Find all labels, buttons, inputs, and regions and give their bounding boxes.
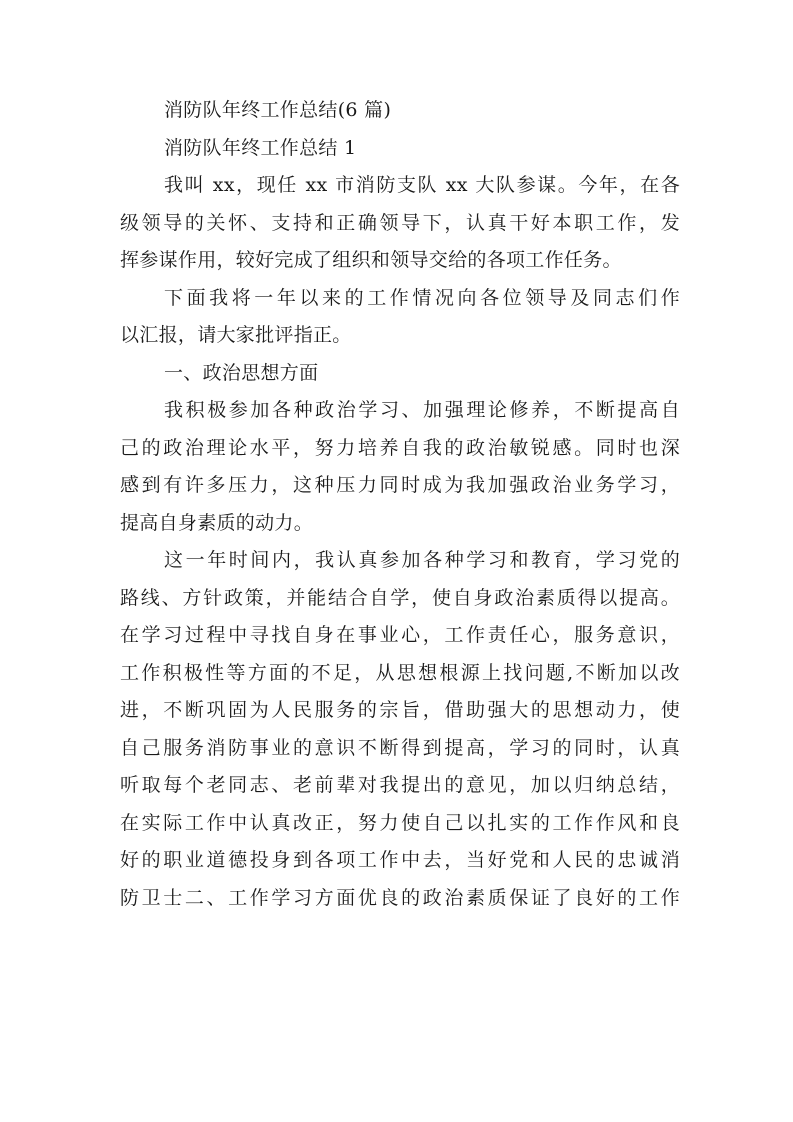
paragraph-line: 我积极参加各种政治学习、加强理论修养，不断提高自 <box>164 399 680 421</box>
paragraph-line: 路线、方针政策，并能结合自学，使自身政治素质得以提高。 <box>120 586 680 609</box>
paragraph-line: 好的职业道德投身到各项工作中去，当好党和人民的忠诚消 <box>120 849 680 871</box>
paragraph-line: 我叫 xx，现任 xx 市消防支队 xx 大队参谋。今年，在各 <box>164 174 680 196</box>
paragraph-line: 在实际工作中认真改正，努力使自己以扎实的工作作风和良 <box>120 811 680 834</box>
paragraph-line: 以汇报，请大家批评指正。 <box>120 324 352 346</box>
paragraph-line: 工作积极性等方面的不足，从思想根源上找问题,不断加以改 <box>120 661 680 684</box>
paragraph-line: 听取每个老同志、老前辈对我提出的意见，加以归纳总结， <box>120 774 680 796</box>
paragraph-line: 自己服务消防事业的意识不断得到提高，学习的同时，认真 <box>120 736 680 759</box>
paragraph-line: 挥参谋作用，较好完成了组织和领导交给的各项工作任务。 <box>120 249 622 271</box>
section-heading: 一、政治思想方面 <box>164 361 319 384</box>
document-subtitle: 消防队年终工作总结 1 <box>164 136 357 159</box>
paragraph-line: 这一年时间内，我认真参加各种学习和教育，学习党的 <box>164 549 680 571</box>
paragraph-line: 下面我将一年以来的工作情况向各位领导及同志们作 <box>164 286 680 309</box>
document-title: 消防队年终工作总结(6 篇) <box>164 99 392 121</box>
paragraph-line: 感到有许多压力，这种压力同时成为我加强政治业务学习， <box>120 474 680 496</box>
paragraph-line: 防卫士二、工作学习方面优良的政治素质保证了良好的工作 <box>120 886 680 909</box>
document-body <box>120 92 680 917</box>
paragraph-line: 在学习过程中寻找自身在事业心，工作责任心，服务意识， <box>120 624 680 646</box>
paragraph-line: 提高自身素质的动力。 <box>120 511 314 534</box>
paragraph-line: 进，不断巩固为人民服务的宗旨，借助强大的思想动力，使 <box>120 699 680 721</box>
paragraph-line: 级领导的关怀、支持和正确领导下，认真干好本职工作，发 <box>120 211 680 234</box>
paragraph-line: 己的政治理论水平，努力培养自我的政治敏锐感。同时也深 <box>120 436 680 459</box>
